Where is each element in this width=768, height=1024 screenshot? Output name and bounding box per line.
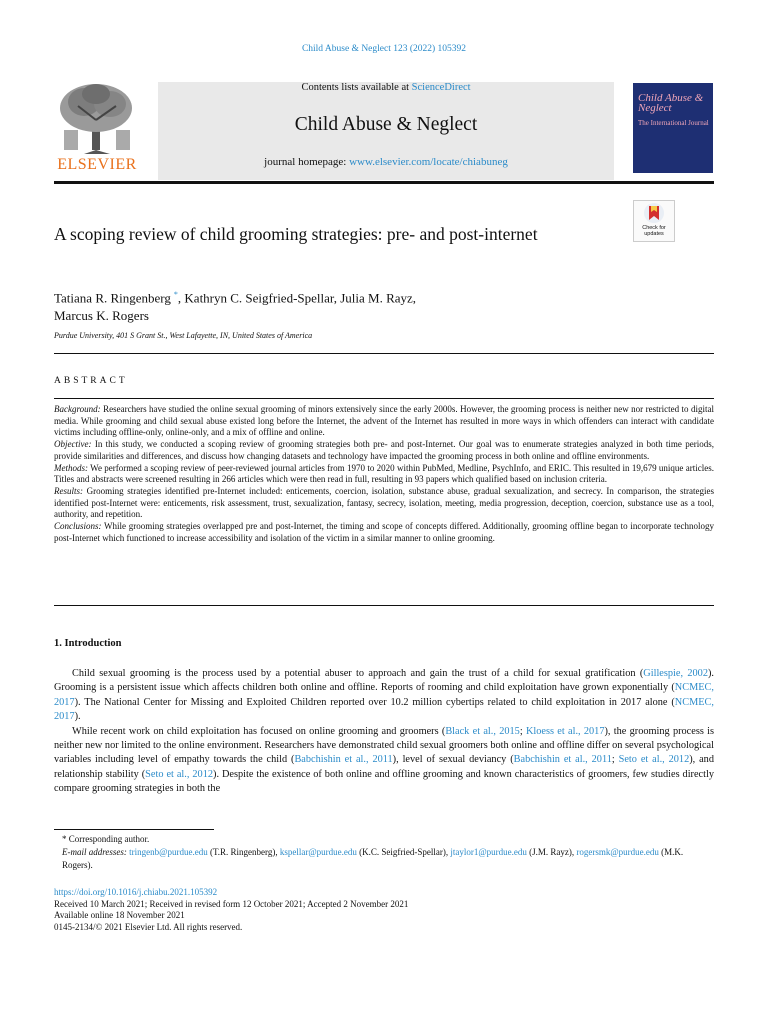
homepage-prefix: journal homepage: xyxy=(264,156,350,168)
ref-link-seto[interactable]: Seto et al., 2012 xyxy=(145,768,214,780)
publisher-name: ELSEVIER xyxy=(57,156,137,173)
corresponding-author-link[interactable]: * xyxy=(173,290,178,299)
body-text: ; xyxy=(519,725,526,737)
available-online: Available online 18 November 2021 xyxy=(54,910,185,921)
abstract-label: Conclusions: xyxy=(54,521,102,532)
author-rogers: Marcus K. Rogers xyxy=(54,308,149,324)
email-link-seigfried-spellar[interactable]: kspellar@purdue.edu xyxy=(279,847,357,857)
intro-paragraph-2 xyxy=(54,725,714,797)
body-text: ; xyxy=(611,754,619,766)
ref-link-black[interactable]: Black et al., 2015 xyxy=(445,725,520,737)
abstract-objective xyxy=(54,439,714,462)
body-text: Child sexual grooming is the process used by a potential abuser to approach and gain the trust of a child for sexual gratification ( xyxy=(72,668,644,679)
abstract-results xyxy=(54,486,714,521)
cover-subtitle: The International Journal xyxy=(638,119,709,127)
abstract-label: Objective: xyxy=(54,439,92,450)
body-text: While recent work on child exploitation has focused on online grooming and groomers ( xyxy=(72,725,446,737)
email-addresses xyxy=(54,846,714,872)
contents-prefix: Contents lists available at xyxy=(301,82,412,93)
body-text: ), and relationship stability ( xyxy=(54,754,714,780)
journal-banner xyxy=(158,82,614,180)
abstract-text: In this study, we conducted a scoping review of grooming strategies both pre- and post-Internet. Our goal was to enumerate strategies analyzed in both time periods, provide similarities and differences, and discuss how changing datasets and technology have impacted the grooming process in both online and offline environments. xyxy=(54,439,714,461)
abstract-methods xyxy=(54,463,714,486)
footnote-text: Corresponding author. xyxy=(66,834,150,844)
abstract-label: Results: xyxy=(54,485,83,496)
email-owner: (M.K. Rogers). xyxy=(62,847,684,870)
ref-link-ncmec[interactable]: NCMEC, 2017 xyxy=(54,682,714,708)
publication-info xyxy=(54,887,714,933)
homepage-line xyxy=(158,156,614,168)
journal-homepage-link[interactable]: www.elsevier.com/locate/chiabuneg xyxy=(349,156,508,168)
abstract-text: While grooming strategies overlapped pre and post-Internet, the timing and scope of concepts differed. Additionally, grooming offline began to incorporate technology post-Internet which functioned to increase accessibility and isolation of the victim in a similar manner to online grooming. xyxy=(54,521,714,543)
ref-link-kloess[interactable]: Kloess et al., 2017 xyxy=(525,725,605,737)
cover-title: Child Abuse & Neglect xyxy=(638,92,704,114)
bookmark-icon xyxy=(634,201,674,225)
email-link-rogers[interactable]: rogersmk@purdue.edu xyxy=(576,847,659,857)
abstract-text: Researchers have studied the online sexual grooming of minors extensively since the early 2000s. However, the grooming process is neither new nor restricted to digital media. While grooming and child sexual abuse existed long before the Internet, the advent of the Internet has resulted in more ways in which offenders can interact with candidate victims including offline-only, online-only, and a mix of offline and online. xyxy=(54,404,714,438)
ref-link-babchishin[interactable]: Babchishin et al., 2011 xyxy=(513,754,612,766)
abstract-top-rule xyxy=(54,353,714,354)
abstract-label: Background: xyxy=(54,404,101,414)
check-for-updates-button[interactable] xyxy=(633,200,675,242)
author-ringenberg: Tatiana R. Ringenberg xyxy=(54,290,171,306)
elsevier-tree-icon xyxy=(54,80,140,154)
footnotes xyxy=(54,833,714,872)
email-owner: (K.C. Seigfried-Spellar), xyxy=(356,847,451,857)
journal-citation[interactable]: Child Abuse & Neglect 123 (2022) 105392 xyxy=(301,44,467,54)
authors-rest: , Kathryn C. Seigfried-Spellar, Julia M. Rayz, xyxy=(177,290,417,306)
ref-link-gillespie[interactable]: Gillespie, 2002 xyxy=(643,668,708,679)
section-heading-introduction: 1. Introduction xyxy=(54,638,122,649)
footnote-mark: * xyxy=(62,834,67,844)
check-for-updates-label: Check for updates xyxy=(642,225,666,237)
corresponding-author-note xyxy=(54,833,714,846)
introduction-body xyxy=(54,667,714,797)
article-title: A scoping review of child grooming strategies: pre- and post-internet xyxy=(54,224,538,244)
journal-cover[interactable] xyxy=(633,83,713,173)
doi-link[interactable]: https://doi.org/10.1016/j.chiabu.2021.105392 xyxy=(54,887,218,897)
contents-line xyxy=(158,82,614,93)
footnote-rule xyxy=(54,829,214,830)
sciencedirect-link[interactable]: ScienceDirect xyxy=(411,82,471,93)
abstract-text: We performed a scoping review of peer-reviewed journal articles from 1970 to 2020 within PubMed, Medline, PsychInfo, and ERIC. This resulted in 19,679 unique articles. Titles and abstracts were screened resulting in 266 articles which were then read in full, resulting in 93 papers which qualified based on inclusion criteria. xyxy=(54,462,714,485)
body-text: ). The National Center for Missing and Exploited Children reported over 10.2 million cybertips related to child exploitation in 2017 alone ( xyxy=(74,696,675,708)
ref-link-ncmec[interactable]: NCMEC, 2017 xyxy=(54,696,714,723)
author-list xyxy=(54,286,574,325)
copyright: 0145-2134/© 2021 Elsevier Ltd. All rights reserved. xyxy=(54,921,243,932)
header-divider xyxy=(54,181,714,184)
ref-link-babchishin[interactable]: Babchishin et al., 2011 xyxy=(294,754,393,766)
email-link-ringenberg[interactable]: tringenb@purdue.edu xyxy=(129,847,208,857)
abstract-heading: ABSTRACT xyxy=(54,376,128,386)
abstract-label: Methods: xyxy=(54,462,88,473)
elsevier-logo xyxy=(54,80,140,174)
email-link-rayz[interactable]: jtaylor1@purdue.edu xyxy=(450,847,527,857)
email-owner: (J.M. Rayz), xyxy=(526,847,577,857)
email-owner: (T.R. Ringenberg), xyxy=(207,847,280,857)
abstract-divider xyxy=(54,398,714,399)
body-text: ), the grooming process is neither new nor limited to the online environment. Researchers have demonstrated child sexual groomers both online and offline differ on several psychological variables including level of empathy towards the child ( xyxy=(54,725,714,766)
body-text: ), level of sexual deviancy ( xyxy=(392,754,514,766)
abstract-bottom-rule xyxy=(54,605,714,606)
body-text: ). Grooming is a persistent issue which affects children both online and offline. Reports of rooming and child exploitation have grown exponentially ( xyxy=(54,668,714,694)
body-text: ). Despite the existence of both online and offline grooming and known characteristics of groomers, few studies directly compare grooming strategies in both the xyxy=(54,768,714,795)
body-text: ). xyxy=(74,711,81,723)
intro-paragraph-1 xyxy=(54,667,714,725)
abstract-conclusions xyxy=(54,521,714,544)
journal-title: Child Abuse & Neglect xyxy=(294,114,478,135)
abstract-text: Grooming strategies identified pre-Internet included: enticements, coercion, isolation, substance abuse, gradual sexualization, and secrecy. In comparison, the strategies identified post-Internet were: enticements, risk assessment, trust, sexualization, fantasy, secrecy, isolation, meeting, media progression, deception, coercion, substance use as a tool, authority, and repetition. xyxy=(54,485,714,520)
abstract-body xyxy=(54,404,714,544)
affiliation: Purdue University, 401 S Grant St., West Lafayette, IN, United States of America xyxy=(54,331,313,340)
ref-link-seto[interactable]: Seto et al., 2012 xyxy=(618,754,690,766)
received-dates: Received 10 March 2021; Received in revised form 12 October 2021; Accepted 2 November 2021 xyxy=(54,898,409,909)
email-label: E-mail addresses: xyxy=(62,847,127,857)
abstract-background xyxy=(54,404,714,439)
